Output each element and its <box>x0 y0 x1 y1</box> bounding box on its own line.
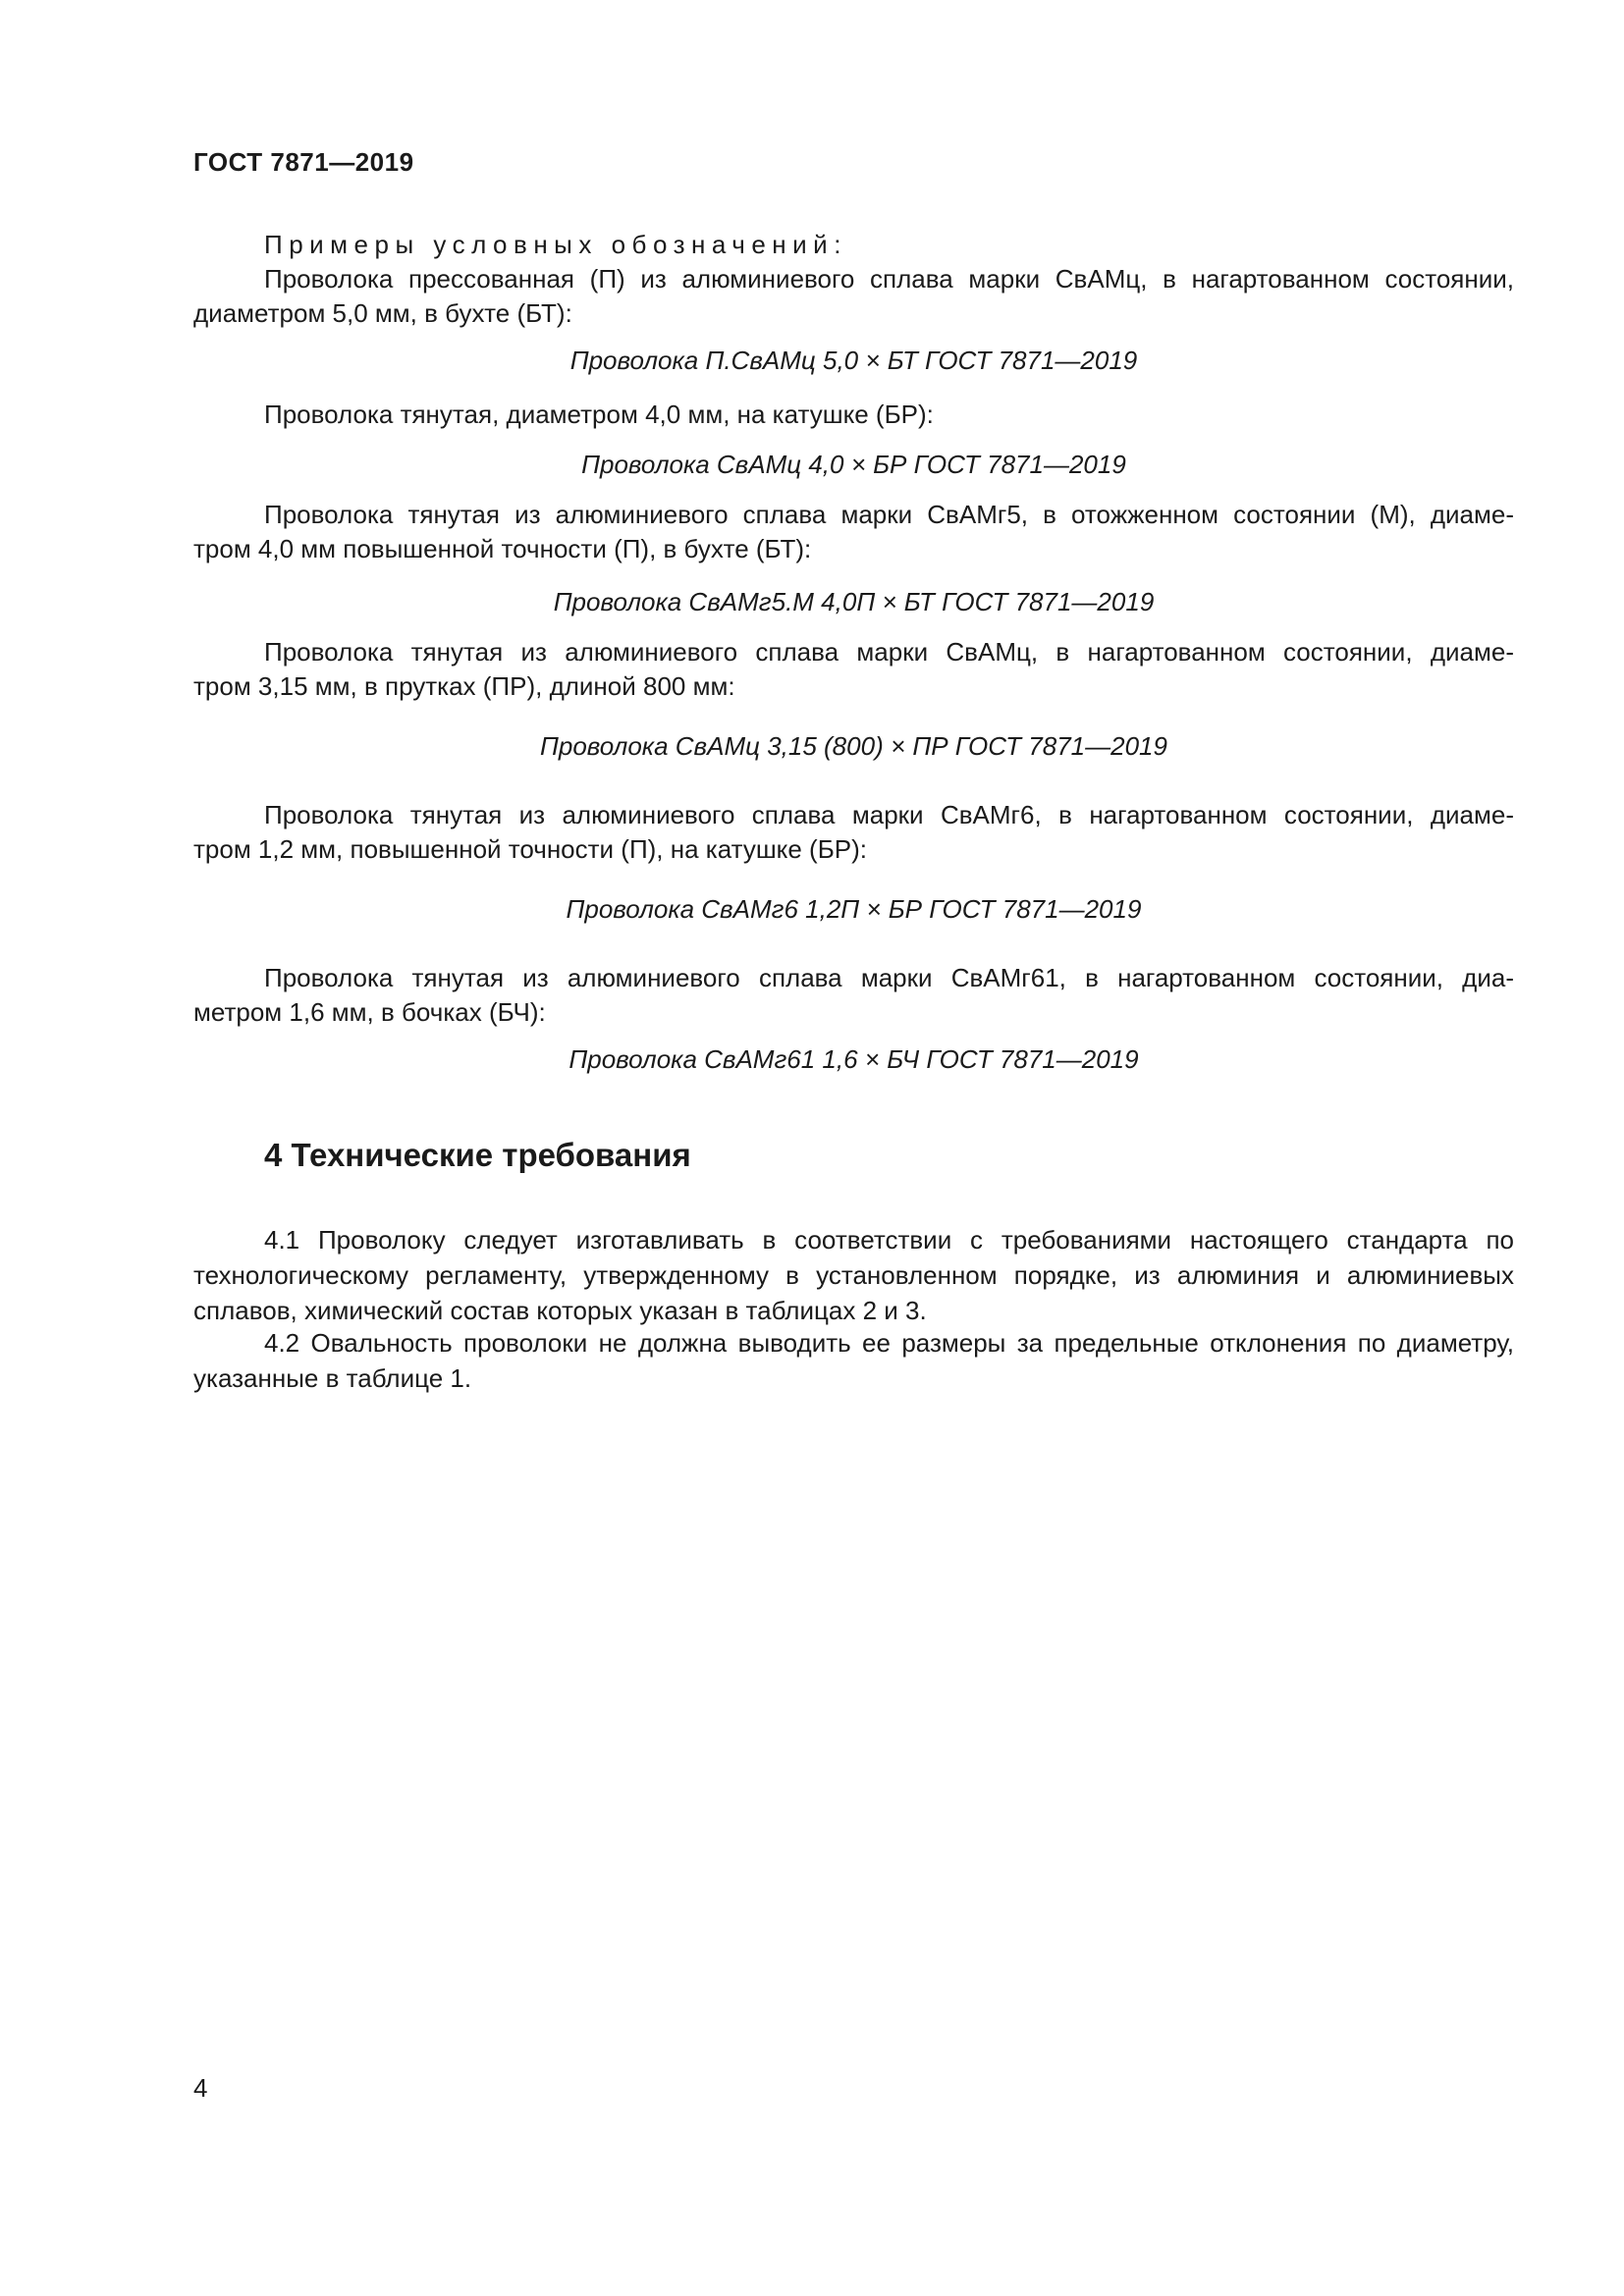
page-number: 4 <box>193 2073 208 2103</box>
example-4-line-1: Проволока тянутая из алюминиевого сплава марки СвАМц, в нагартованном состоянии, диаме- <box>264 637 1514 667</box>
example-6-line-1: Проволока тянутая из алюминиевого сплава марки СвАМг61, в нагартованном состоянии, диа- <box>264 963 1514 992</box>
example-6-designation: Проволока СвАМг61 1,6 × БЧ ГОСТ 7871—2019 <box>568 1044 1139 1074</box>
example-1-designation: Проволока П.СвАМц 5,0 × БТ ГОСТ 7871—2019 <box>569 346 1138 375</box>
example-3-line-2: тром 4,0 мм повышенной точности (П), в бухте (БТ): <box>193 534 812 563</box>
example-5-designation: Проволока СвАМг6 1,2П × БР ГОСТ 7871—2019 <box>566 894 1142 924</box>
example-4-line-2: тром 3,15 мм, в прутках (ПР), длиной 800 мм: <box>193 671 735 701</box>
example-6-line-2: метром 1,6 мм, в бочках (БЧ): <box>193 997 546 1027</box>
example-4-designation: Проволока СвАМц 3,15 (800) × ПР ГОСТ 7871—2019 <box>540 731 1167 761</box>
document-header: ГОСТ 7871—2019 <box>193 147 414 177</box>
example-5-line-1: Проволока тянутая из алюминиевого сплава марки СвАМг6, в нагартованном состоянии, диаме- <box>264 800 1514 829</box>
example-1-line-2: диаметром 5,0 мм, в бухте (БТ): <box>193 298 572 328</box>
example-3-designation: Проволока СвАМг5.М 4,0П × БТ ГОСТ 7871—2019 <box>553 587 1155 616</box>
section-heading: 4 Технические требования <box>264 1137 691 1173</box>
paragraph-4-1: 4.1 Проволоку следует изготавливать в соответствии с требованиями настоящего стандарта по технологическому регламенту, утвержденному в установленном порядке, из алюминия и алюминиевых сплавов, химический состав которых указан в таблицах 2 и 3. <box>193 1225 1514 1325</box>
example-1-line-1: Проволока прессованная (П) из алюминиевого сплава марки СвАМц, в нагартованном состоянии, <box>264 264 1514 294</box>
example-2-line-1: Проволока тянутая, диаметром 4,0 мм, на катушке (БР): <box>264 400 934 429</box>
example-5-line-2: тром 1,2 мм, повышенной точности (П), на катушке (БР): <box>193 834 867 864</box>
example-2-designation: Проволока СвАМц 4,0 × БР ГОСТ 7871—2019 <box>581 450 1126 479</box>
examples-heading: Примеры условных обозначений: <box>264 230 847 259</box>
example-3-line-1: Проволока тянутая из алюминиевого сплава марки СвАМг5, в отожженном состоянии (М), диаме- <box>264 500 1514 529</box>
paragraph-4-2: 4.2 Овальность проволоки не должна выводить ее размеры за предельные отклонения по диаметру, указанные в таблице 1. <box>193 1328 1514 1393</box>
